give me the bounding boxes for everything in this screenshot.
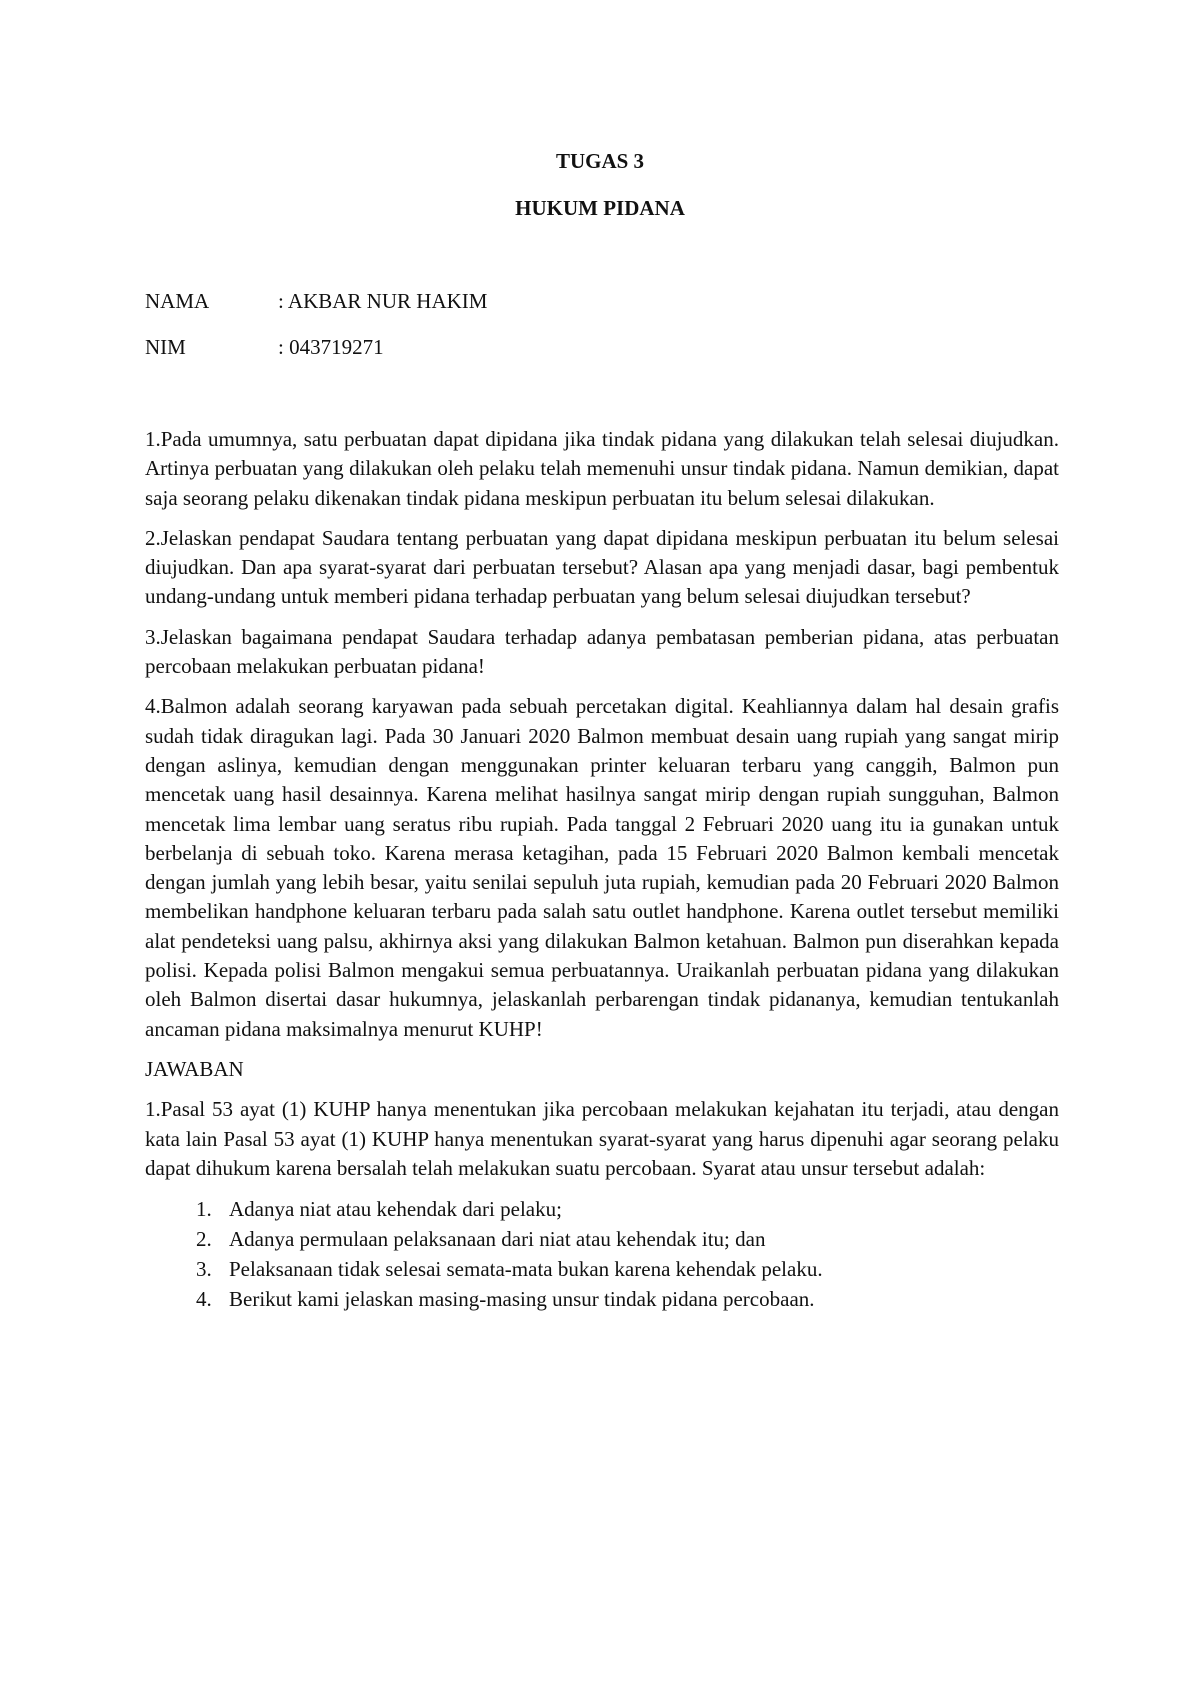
student-name-row (145, 287, 487, 315)
list-item: 1. Adanya niat atau kehendak dari pelaku; (217, 1194, 1059, 1224)
document-body (145, 425, 1059, 1314)
answer-list (145, 1194, 1059, 1314)
answer-paragraph: 1.Pasal 53 ayat (1) KUHP hanya menentukan jika percobaan melakukan kejahatan itu terjadi, atau dengan kata lain Pasal 53 ayat (1) KUHP hanya menentukan syarat-syarat yang harus dipenuhi agar seorang pelaku dapat dihukum karena bersalah telah melakukan suatu percobaan. Syarat atau unsur tersebut adalah: (145, 1097, 1059, 1180)
student-nim-row (145, 333, 384, 361)
question-4: 4.Balmon adalah seorang karyawan pada sebuah percetakan digital. Keahliannya dalam hal desain grafis sudah tidak diragukan lagi. Pada 30 Januari 2020 Balmon membuat desain uang rupiah yang sangat mirip dengan aslinya, kemudian dengan menggunakan printer keluaran terbaru yang canggih, Balmon pun mencetak uang hasil desainnya. Karena melihat hasilnya sangat mirip dengan rupiah sungguhan, Balmon mencetak lima lembar uang seratus ribu rupiah. Pada tanggal 2 Februari 2020 uang itu ia gunakan untuk berbelanja di sebuah toko. Karena merasa ketagihan, pada 15 Februari 2020 Balmon kembali mencetak dengan jumlah yang lebih besar, yaitu senilai sepuluh juta rupiah, kemudian pada 20 Februari 2020 Balmon membelikan handphone keluaran terbaru pada salah satu outlet handphone. Karena outlet tersebut memiliki alat pendeteksi uang palsu, akhirnya aksi yang dilakukan Balmon ketahuan. Balmon pun diserahkan kepada polisi. Kepada polisi Balmon mengakui semua perbuatannya. Uraikanlah perbuatan pidana yang dilakukan oleh Balmon disertai dasar hukumnya, jelaskanlah perbarengan tindak pidananya, kemudian tentukanlah ancaman pidana maksimalnya menurut KUHP! (145, 694, 1059, 1041)
document-subtitle: HUKUM PIDANA (515, 196, 685, 220)
document-title: TUGAS 3 (555, 149, 645, 173)
name-value: : AKBAR NUR HAKIM (278, 289, 488, 313)
name-label: NAMA (145, 289, 210, 313)
nim-value: : 043719271 (278, 335, 384, 359)
list-item: 2. Adanya permulaan pelaksanaan dari niat atau kehendak itu; dan (217, 1224, 1059, 1254)
question-2: 2.Jelaskan pendapat Saudara tentang perbuatan yang dapat dipidana meskipun perbuatan itu belum selesai diujudkan. Dan apa syarat-syarat dari perbuatan tersebut? Alasan apa yang menjadi dasar, bagi pembentuk undang-undang untuk memberi pidana terhadap perbuatan yang belum selesai diujudkan tersebut? (145, 525, 1059, 609)
question-3: 3.Jelaskan bagaimana pendapat Saudara terhadap adanya pembatasan pemberian pidana, atas perbuatan percobaan melakukan perbuatan pidana! (145, 624, 1059, 679)
nim-label: NIM (145, 335, 186, 359)
question-1: 1.Pada umumnya, satu perbuatan dapat dipidana jika tindak pidana yang dilakukan telah selesai diujudkan. Artinya perbuatan yang dilakukan oleh pelaku telah memenuhi unsur tindak pidana. Namun demikian, dapat saja seorang pelaku dikenakan tindak pidana meskipun perbuatan itu belum selesai dilakukan. (145, 427, 1059, 510)
list-item: 3. Pelaksanaan tidak selesai semata-mata bukan karena kehendak pelaku. (217, 1254, 1059, 1284)
answer-heading: JAWABAN (145, 1056, 244, 1081)
list-item: 4. Berikut kami jelaskan masing-masing unsur tindak pidana percobaan. (217, 1284, 1059, 1314)
